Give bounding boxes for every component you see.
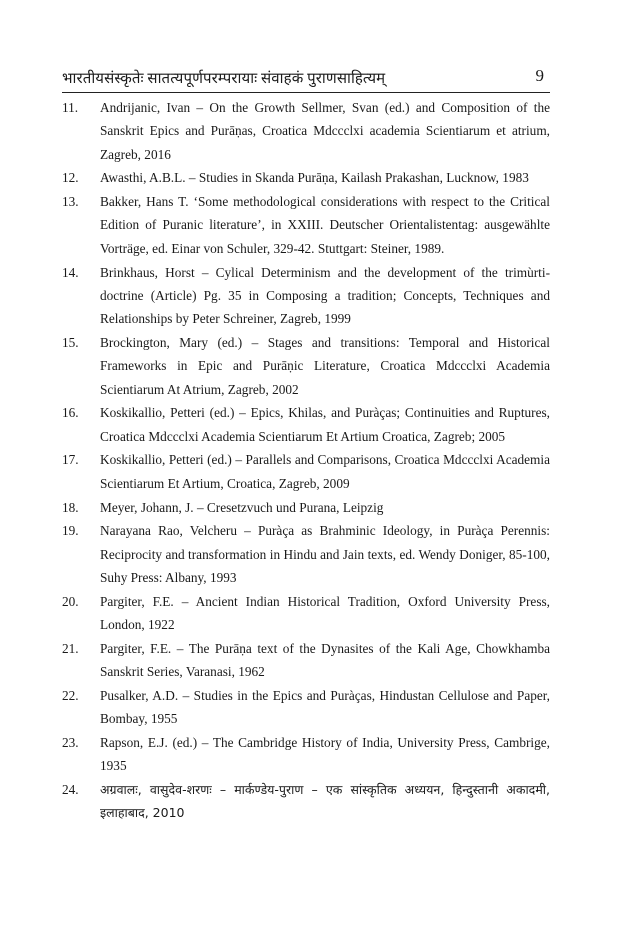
reference-item [62, 190, 550, 260]
reference-text: Koskikallio, Petteri (ed.) – Epics, Khilas, and Puràças; Continuities and Ruptures, Croatica Mdccclxi Academia Scientiarum Et Artium Croatica, Zagreb; 2005 [100, 405, 550, 444]
reference-text: Rapson, E.J. (ed.) – The Cambridge History of India, University Press, Cambrige, 1935 [100, 735, 550, 774]
reference-number: 19. [62, 523, 79, 539]
reference-item [62, 401, 550, 448]
reference-text: Pargiter, F.E. – Ancient Indian Historical Tradition, Oxford University Press, London, 1922 [100, 593, 550, 633]
reference-text: Brockington, Mary (ed.) – Stages and transitions: Temporal and Historical Frameworks in Epic and Purāṇic Literature, Croatica Mdccclxi Academia Scientiarum At Atrium, Zagreb, 2002 [100, 334, 550, 397]
reference-number: 17. [62, 452, 79, 468]
reference-item [62, 261, 550, 331]
reference-number: 20. [62, 593, 79, 609]
reference-item [62, 778, 550, 825]
reference-item [62, 637, 550, 684]
reference-number: 16. [62, 405, 79, 421]
reference-item [62, 590, 550, 637]
reference-text: Brinkhaus, Horst – Cylical Determinism and the development of the trimùrti-doctrine (Article) Pg. 35 in Composing a tradition; Concepts, Techniques and Relationships by Peter Schreiner, Zagreb, 1999 [100, 264, 550, 327]
reference-item [62, 166, 550, 189]
reference-list [62, 96, 550, 825]
reference-item [62, 331, 550, 401]
reference-number: 15. [62, 334, 79, 350]
reference-number: 11. [62, 100, 79, 115]
reference-number: 18. [62, 499, 79, 515]
reference-text: Koskikallio, Petteri (ed.) – Parallels and Comparisons, Croatica Mdccclxi Academia Scientiarum Et Artium, Croatica, Zagreb, 2009 [100, 452, 550, 491]
reference-text: Pargiter, F.E. – The Purāṇa text of the Dynasites of the Kali Age, Chowkhamba Sanskrit Series, Varanasi, 1962 [100, 640, 550, 680]
reference-number: 12. [62, 170, 79, 186]
reference-number: 24. [62, 782, 79, 798]
running-header [62, 68, 550, 93]
reference-text: Bakker, Hans T. ‘Some methodological considerations with respect to the Critical Edition of Puranic literature’, in XXIII. Deutscher Orientalistentag: ausgewählte Vorträge, ed. Einar von Schuler, 329-42. Stuttgart: Steiner, 1989. [100, 194, 550, 256]
reference-item [62, 731, 550, 778]
reference-item [62, 96, 550, 166]
reference-item [62, 448, 550, 495]
reference-number: 21. [62, 640, 79, 656]
reference-text: Pusalker, A.D. – Studies in the Epics and Puràças, Hindustan Cellulose and Paper, Bombay, 1955 [100, 687, 550, 727]
reference-text: Meyer, Johann, J. – Cresetzvuch und Purana, Leipzig [100, 499, 384, 515]
reference-text: Awasthi, A.B.L. – Studies in Skanda Purāṇa, Kailash Prakashan, Lucknow, 1983 [100, 170, 529, 186]
reference-text: Narayana Rao, Velcheru – Puràça as Brahminic Ideology, in Puràça Perennis: Reciprocity and transformation in Hindu and Jain texts, ed. Wendy Doniger, 85-100, Suhy Press: Albany, 1993 [100, 523, 550, 585]
reference-number: 23. [62, 735, 79, 751]
reference-text: Andrijanic, Ivan – On the Growth Sellmer, Svan (ed.) and Composition of the Sanskrit Epics and Purāṇas, Croatica Mdccclxi academia Scientiarum et atrium, Zagreb, 2016 [100, 100, 550, 162]
reference-number: 22. [62, 687, 79, 703]
reference-item [62, 519, 550, 589]
reference-text: अग्रवालः, वासुदेव-शरणः – मार्कण्डेय-पुराण – एक सांस्कृतिक अध्ययन, हिन्दुस्तानी अकादमी, इलाहाबाद, 2010 [100, 782, 550, 821]
reference-item [62, 496, 550, 519]
reference-item [62, 684, 550, 731]
reference-number: 13. [62, 194, 79, 210]
reference-number: 14. [62, 264, 79, 280]
page-number: 9 [535, 66, 544, 85]
running-title: भारतीयसंस्कृतेः सातत्यपूर्णपरम्परायाः संवाहकं पुराणसाहित्यम् [62, 71, 386, 87]
